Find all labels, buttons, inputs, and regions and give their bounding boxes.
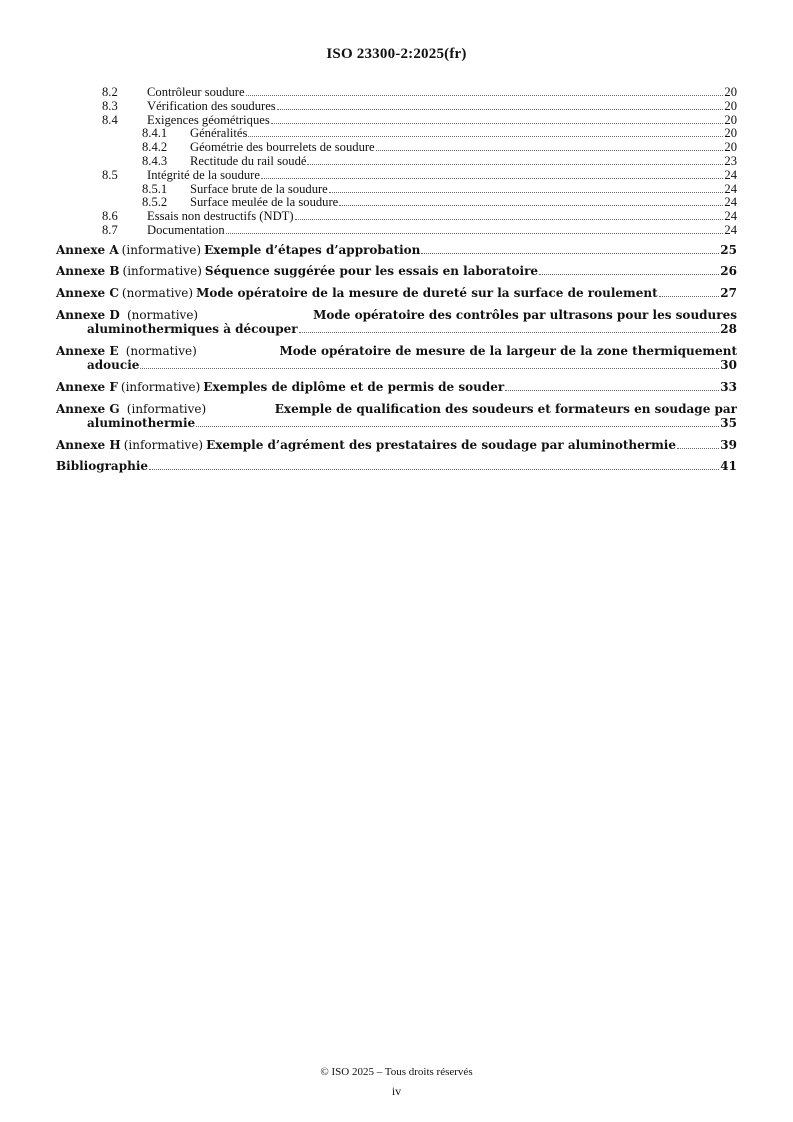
table-of-contents (56, 86, 737, 474)
dot-leader (149, 469, 719, 470)
toc-entry-number: 8.4 (102, 112, 118, 127)
toc-entry-page: 20 (724, 126, 737, 141)
toc-entry[interactable] (56, 127, 737, 141)
toc-entry-title: Géométrie des bourrelets de soudure (190, 140, 375, 155)
toc-entry[interactable] (56, 183, 737, 197)
toc-entry-page: 24 (724, 181, 737, 196)
annex-title-line1: Exemple de qualification des soudeurs et formateurs en soudage par (274, 401, 737, 416)
toc-entry[interactable] (56, 86, 737, 100)
dot-leader (677, 448, 719, 449)
annex-kind: (normative) (125, 343, 197, 358)
dot-leader (277, 109, 724, 110)
toc-annex-e[interactable] (56, 344, 737, 373)
annex-page: 28 (720, 322, 737, 337)
toc-entry-title: Vérification des soudures (147, 98, 276, 113)
dot-leader (376, 150, 724, 151)
annex-title: Mode opératoire de la mesure de dureté sur la surface de roulement (196, 285, 658, 300)
bibliography-page: 41 (720, 459, 737, 474)
dot-leader (196, 426, 719, 427)
dot-leader (307, 164, 723, 165)
annex-label: Annexe A (56, 242, 119, 257)
toc-entry-number: 8.6 (102, 209, 118, 224)
toc-entry[interactable] (56, 141, 737, 155)
copyright-footer: © ISO 2025 – Tous droits réservés (320, 1066, 473, 1078)
annex-title-line2: adoucie (87, 358, 140, 373)
dot-leader (248, 136, 723, 137)
dot-leader (271, 123, 724, 124)
annex-page: 30 (720, 358, 737, 373)
toc-entry-page: 20 (724, 98, 737, 113)
dot-leader (329, 192, 724, 193)
toc-entry[interactable] (56, 100, 737, 114)
annex-title: Exemple d’agrément des prestataires de soudage par aluminothermie (206, 437, 677, 452)
toc-entry[interactable] (56, 114, 737, 128)
annex-label: Annexe H (56, 437, 121, 452)
annex-kind: (normative) (121, 285, 194, 300)
toc-entry-title: Généralités (190, 126, 248, 141)
toc-annex-c[interactable] (56, 286, 737, 301)
document-header: ISO 23300-2:2025(fr) (326, 46, 467, 62)
bibliography-label: Bibliographie (56, 459, 149, 474)
annex-page: 25 (720, 242, 737, 257)
toc-entry-page: 24 (724, 195, 737, 210)
toc-bibliography[interactable] (56, 459, 737, 474)
toc-annex-g[interactable] (56, 402, 737, 431)
toc-entry-number: 8.5.1 (142, 181, 168, 196)
annex-title: Exemples de diplôme et de permis de souder (203, 379, 505, 394)
toc-annex-b[interactable] (56, 264, 737, 279)
toc-entry[interactable] (56, 224, 737, 238)
annex-title-line2: aluminothermiques à découper (87, 322, 298, 337)
toc-annex-f[interactable] (56, 380, 737, 395)
toc-entry-page: 24 (724, 209, 737, 224)
dot-leader (261, 178, 723, 179)
annex-page: 26 (720, 264, 737, 279)
toc-entry-title: Intégrité de la soudure (147, 167, 260, 182)
toc-entry-title: Rectitude du rail soudé (190, 153, 307, 168)
annex-label: Annexe B (56, 264, 120, 279)
toc-entry-title: Contrôleur soudure (147, 85, 245, 99)
toc-entry-title: Exigences géométriques (147, 112, 270, 127)
toc-entry-page: 23 (724, 153, 737, 168)
annex-title-line1: Mode opératoire de mesure de la largeur de la zone thermiquement (279, 343, 737, 358)
annex-kind: (normative) (126, 307, 199, 322)
toc-entry-number: 8.4.1 (142, 126, 168, 141)
annex-label: Annexe G (56, 401, 120, 416)
annex-kind: (informative) (123, 437, 204, 452)
toc-entry-number: 8.4.2 (142, 140, 168, 155)
toc-entry-page: 20 (724, 112, 737, 127)
toc-annex-a[interactable] (56, 243, 737, 258)
annex-kind: (informative) (121, 242, 202, 257)
toc-entry[interactable] (56, 196, 737, 210)
annex-kind: (informative) (126, 401, 207, 416)
toc-entry[interactable] (56, 169, 737, 183)
annex-label: Annexe C (56, 285, 119, 300)
dot-leader (299, 332, 720, 333)
toc-entry-number: 8.4.3 (142, 153, 168, 168)
annex-label: Annexe E (56, 343, 119, 358)
annex-title: Exemple d’étapes d’approbation (204, 242, 421, 257)
dot-leader (295, 219, 724, 220)
dot-leader (246, 95, 724, 96)
annex-page: 33 (720, 379, 737, 394)
toc-entry-title: Surface meulée de la soudure (190, 195, 339, 210)
toc-entry-page: 20 (724, 85, 737, 99)
annex-page: 35 (720, 416, 737, 431)
dot-leader (421, 253, 719, 254)
toc-entry-number: 8.5.2 (142, 195, 168, 210)
dot-leader (505, 390, 719, 391)
toc-entry-number: 8.2 (102, 85, 118, 99)
dot-leader (539, 274, 719, 275)
annex-label: Annexe D (56, 307, 120, 322)
toc-entry[interactable] (56, 210, 737, 224)
toc-annex-h[interactable] (56, 438, 737, 453)
toc-entry-number: 8.7 (102, 222, 118, 237)
dot-leader (339, 205, 723, 206)
annex-title-line2: aluminothermie (87, 416, 196, 431)
toc-entry-number: 8.5 (102, 167, 118, 182)
toc-entry-page: 20 (724, 140, 737, 155)
annex-title-line1: Mode opératoire des contrôles par ultrasons pour les soudures (313, 307, 737, 322)
annex-page: 39 (720, 437, 737, 452)
toc-entry-page: 24 (724, 167, 737, 182)
dot-leader (140, 368, 719, 369)
annex-page: 27 (720, 285, 737, 300)
toc-entry-page: 24 (724, 222, 737, 237)
toc-entry-number: 8.3 (102, 98, 118, 113)
annex-kind: (informative) (120, 379, 201, 394)
annex-title: Séquence suggérée pour les essais en laboratoire (204, 264, 539, 279)
dot-leader (226, 233, 724, 234)
annex-kind: (informative) (122, 264, 202, 279)
toc-annex-d[interactable] (56, 308, 737, 337)
toc-entry[interactable] (56, 155, 737, 169)
toc-entry-title: Documentation (147, 222, 225, 237)
page-number: iv (391, 1084, 402, 1098)
annex-label: Annexe F (56, 379, 118, 394)
toc-entry-title: Essais non destructifs (NDT) (147, 209, 294, 224)
dot-leader (659, 296, 720, 297)
toc-entry-title: Surface brute de la soudure (190, 181, 328, 196)
